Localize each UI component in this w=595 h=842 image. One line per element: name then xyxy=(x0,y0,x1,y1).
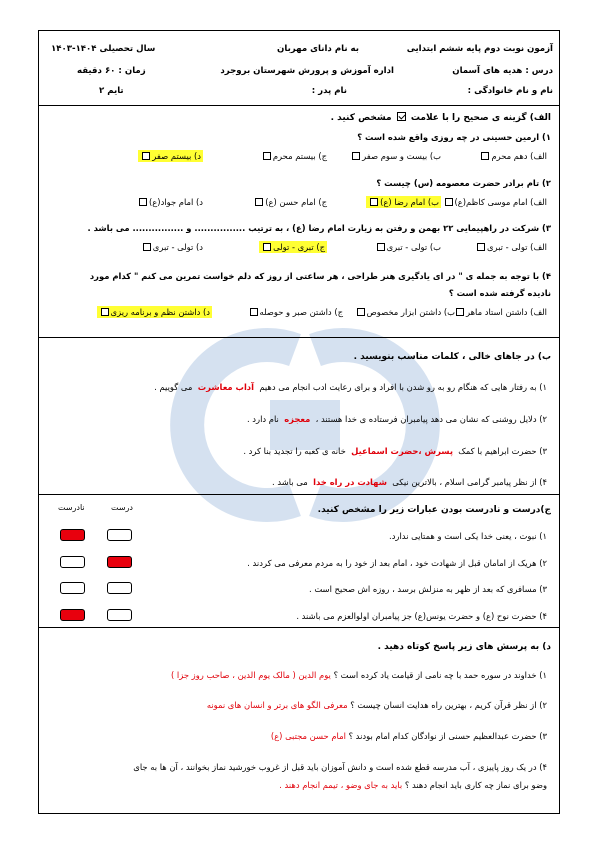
blank-b2: ۲) دلایل روشنی که نشان می دهد پیامبران فرستاده ی خدا هستند ، معجزه نام دارد . xyxy=(246,414,547,424)
checkbox-icon[interactable] xyxy=(101,308,109,316)
blank-b4-answer: شهادت در راه خدا xyxy=(313,477,387,487)
school-year: سال تحصیلی ۱۴۰۴-۱۴۰۳ xyxy=(51,44,156,54)
checkbox-icon[interactable] xyxy=(370,198,378,206)
exam-title: آزمون نوبت دوم پایه ششم ابتدایی xyxy=(406,44,553,54)
option-a4-dal-selected[interactable]: د) داشتن نظم و برنامه ریزی xyxy=(97,306,212,318)
section-a-title: الف) گزینه ی صحیح را با علامت مشخص کنید . xyxy=(330,113,551,123)
education-office: اداره آموزش و پرورش شهرستان بروجرد xyxy=(220,66,394,76)
exam-duration: زمان : ۶۰ دقیقه xyxy=(77,66,146,76)
section-true-false xyxy=(39,495,559,628)
option-a4-jim[interactable]: ج) داشتن صبر و حوصله xyxy=(248,307,343,317)
tf-4-true-box[interactable] xyxy=(107,609,132,621)
checkbox-icon[interactable] xyxy=(142,152,150,160)
course-name: درس : هدیه های آسمان xyxy=(452,66,553,76)
option-a1-dal-selected[interactable]: د) بیستم صفر xyxy=(138,150,203,162)
checkbox-icon[interactable] xyxy=(481,152,489,160)
tf-2-false-box[interactable] xyxy=(60,556,85,568)
option-a4-alef[interactable]: الف) داشتن استاد ماهر xyxy=(454,307,547,317)
checkbox-icon[interactable] xyxy=(263,152,271,160)
blank-b4: ۴) از نظر پیامبر گرامی اسلام ، بالاترین نیکی شهادت در راه خدا می باشد . xyxy=(272,477,547,487)
section-d-title: د) به پرسش های زیر پاسخ کوتاه دهید . xyxy=(377,642,551,652)
exam-header xyxy=(39,31,559,106)
option-a4-be[interactable]: ب) داشتن ابزار مخصوص xyxy=(355,307,455,317)
option-a1-jim[interactable]: ج) بیستم محرم xyxy=(261,151,327,161)
tf-item-4: ۴) حضرت نوح (ع) و حضرت یونس(ع) جز پیامبران اولوالعزم می باشند . xyxy=(296,611,547,621)
short-q1: ۱) خداوند در سوره حمد با چه نامی از قیامت یاد کرده است ؟ یوم الدین ( مالک یوم الدین ، صاحب روز جزا ) xyxy=(170,670,547,680)
tf-item-3: ۳) مسافری که بعد از ظهر به منزلش برسد ، روزه اش صحیح است . xyxy=(309,584,547,594)
section-short-answer xyxy=(39,628,559,813)
option-a1-be[interactable]: ب) بیست و سوم صفر xyxy=(350,151,441,161)
exam-page xyxy=(38,30,560,814)
blank-b3: ۳) حضرت ابراهیم با کمک پسرش ،حضرت اسماعیل خانه ی کعبه را تجدید بنا کرد . xyxy=(243,446,547,456)
father-name-label: نام پدر : xyxy=(311,86,347,96)
checkbox-icon[interactable] xyxy=(250,308,258,316)
option-a2-alef[interactable]: الف) امام موسی کاظم(ع) xyxy=(443,197,547,207)
exam-part: تایم ۲ xyxy=(99,86,124,96)
short-q1-answer: یوم الدین ( مالک یوم الدین ، صاحب روز جزا ) xyxy=(170,670,331,680)
option-a2-jim[interactable]: ج) امام حسن (ع) xyxy=(253,197,327,207)
checkbox-icon[interactable] xyxy=(456,308,464,316)
checkbox-icon[interactable] xyxy=(377,243,385,251)
tf-3-true-box[interactable] xyxy=(107,582,132,594)
short-q4-cont: وضو برای نماز چه کاری باید انجام دهند ؟ باید به جای وضو ، تیمم انجام دهند . xyxy=(279,780,547,790)
option-a2-dal[interactable]: د) امام جواد(ع) xyxy=(137,197,203,207)
column-false-label: نادرست xyxy=(58,503,85,512)
tf-4-false-box[interactable] xyxy=(60,609,85,621)
tf-item-1: ۱) نبوت ، یعنی خدا یکی است و همتایی ندارد. xyxy=(389,531,547,541)
short-q3: ۳) حضرت عبدالعظیم حسنی از نوادگان کدام امام بودند ؟ امام حسن مجتبی (ع) xyxy=(270,731,547,741)
section-multiple-choice xyxy=(39,106,559,338)
option-a3-dal[interactable]: د) تولی - تبری xyxy=(141,242,203,252)
question-a2: ۲) تام برادر حضرت معصومه (س) چیست ؟ xyxy=(376,178,551,188)
tf-2-true-box[interactable] xyxy=(107,556,132,568)
short-q2-answer: معرفی الگو های برتر و انسان های نمونه xyxy=(206,700,348,710)
short-q4-answer: باید به جای وضو ، تیمم انجام دهند . xyxy=(279,780,403,790)
tf-3-false-box[interactable] xyxy=(60,582,85,594)
section-b-title: ب) در جاهای خالی ، کلمات مناسب بنویسید . xyxy=(353,352,551,362)
header-basmala: به نام دانای مهربان xyxy=(277,44,359,54)
option-a3-be[interactable]: ب) تولی - تبری xyxy=(375,242,441,252)
blank-b3-answer: پسرش ،حضرت اسماعیل xyxy=(351,446,453,456)
checkbox-icon[interactable] xyxy=(263,243,271,251)
short-q3-answer: امام حسن مجتبی (ع) xyxy=(270,731,346,741)
checkbox-icon[interactable] xyxy=(139,198,147,206)
option-a1-alef[interactable]: الف) دهم محرم xyxy=(479,151,547,161)
short-q4: ۴) در یک روز پاییزی ، آب مدرسه قطع شده است و دانش آموزان باید قبل از غروب خورشید نماز بخوانند ، آن ها به جای xyxy=(133,762,547,772)
section-fill-blanks xyxy=(39,338,559,495)
blank-b1: ۱) به رفتار هایی که هنگام رو به رو شدن با افراد و برای رعایت ادب انجام می دهیم آداب معاشرت می گوییم . xyxy=(154,382,547,392)
checkbox-icon[interactable] xyxy=(357,308,365,316)
checkmark-box-icon xyxy=(397,112,406,121)
option-a3-alef[interactable]: الف) تولی - تبری xyxy=(475,242,547,252)
student-name-label: نام و نام خانوادگی : xyxy=(467,86,553,96)
short-q2: ۲) از نظر قرآن کریم ، بهترین راه هدایت انسان چیست ؟ معرفی الگو های برتر و انسان های نمونه xyxy=(206,700,547,710)
question-a1: ۱) ارمین حسینی در چه روزی واقع شده است ؟ xyxy=(357,132,551,142)
checkbox-icon[interactable] xyxy=(445,198,453,206)
tf-1-true-box[interactable] xyxy=(107,529,132,541)
checkbox-icon[interactable] xyxy=(477,243,485,251)
blank-b2-answer: معجزه xyxy=(284,414,311,424)
question-a4: ۴) با توجه به جمله ی " در ای یادگیری هنر طراحی ، هر ساعتی از روز که دلم خواست تمرین می کنم " کدام مورد xyxy=(89,271,551,281)
tf-1-false-box[interactable] xyxy=(60,529,85,541)
checkbox-icon[interactable] xyxy=(255,198,263,206)
option-a2-be-selected[interactable]: ب) امام رضا (ع) xyxy=(366,196,441,208)
option-a3-jim-selected[interactable]: ج) تبری - تولی xyxy=(259,241,327,253)
question-a4-cont: نادیده گرفته شده است ؟ xyxy=(448,288,551,298)
blank-b1-answer: آداب معاشرت xyxy=(197,382,254,392)
section-c-title: ج)درست و نادرست بودن عبارات زیر را مشخص کنید. xyxy=(317,505,551,515)
column-true-label: درست xyxy=(111,503,133,512)
checkbox-icon[interactable] xyxy=(352,152,360,160)
tf-item-2: ۲) هریک از امامان قبل از شهادت خود ، امام بعد از خود را به مردم معرفی می کردند . xyxy=(247,558,547,568)
checkbox-icon[interactable] xyxy=(143,243,151,251)
question-a3: ۳) شرکت در راهپیمایی ۲۲ بهمن و رفتن به زیارت امام رضا (ع) ، به ترتیب ................ و ................ می باشد . xyxy=(87,223,551,233)
